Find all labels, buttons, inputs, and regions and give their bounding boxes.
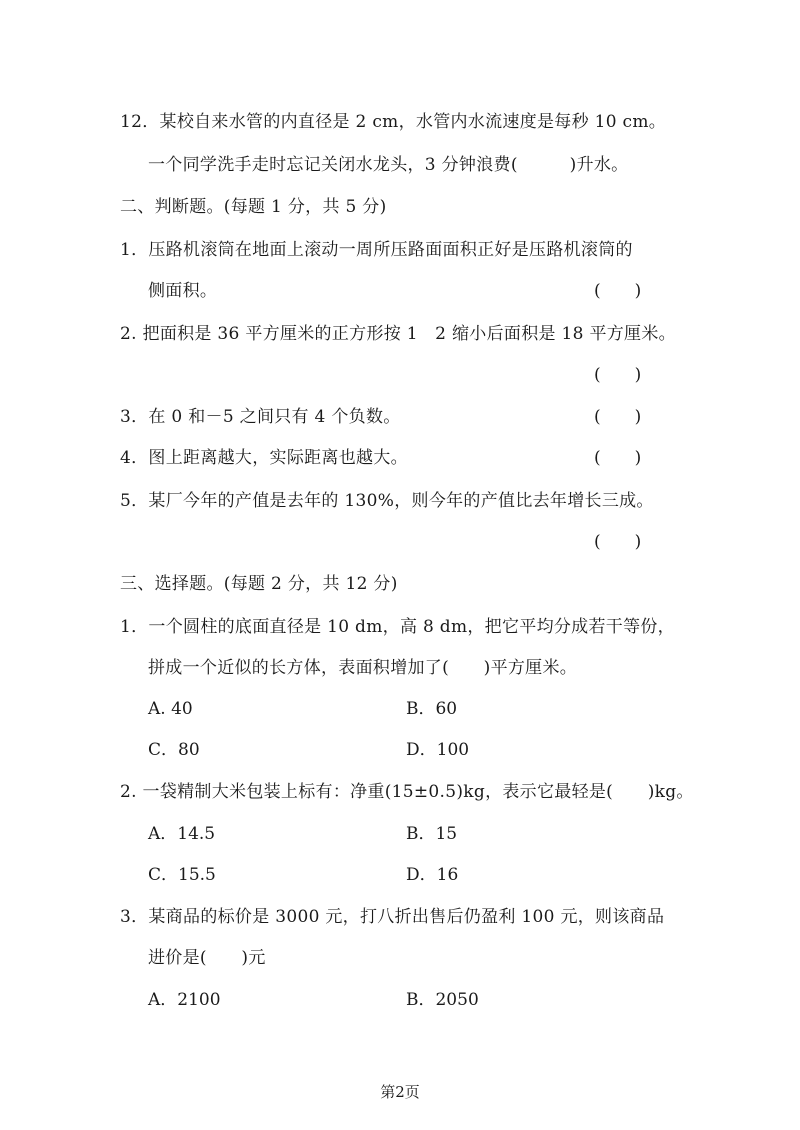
choice-q3-line1: 3．某商品的标价是 3000 元，打八折出售后仍盈利 100 元，则该商品	[120, 907, 665, 927]
section3-heading: 三、选择题。(每题 2 分，共 12 分)	[120, 574, 398, 594]
judge-item-4-answer-blank[interactable]: ( )	[594, 448, 642, 468]
page-number: 第2页	[380, 1083, 420, 1101]
choice-q3-option-b[interactable]: B．2050	[406, 990, 479, 1010]
q12-line2: 一个同学洗手走时忘记关闭水龙头，3 分钟浪费( )升水。	[148, 155, 629, 175]
judge-item-5-line1: 5．某厂今年的产值是去年的 130%，则今年的产值比去年增长三成。	[120, 491, 654, 511]
choice-q3-option-a[interactable]: A．2100	[148, 990, 221, 1010]
judge-item-3-line1: 3．在 0 和－5 之间只有 4 个负数。	[120, 407, 401, 427]
choice-q2-option-d[interactable]: D．16	[406, 865, 459, 885]
judge-item-4-line1: 4．图上距离越大，实际距离也越大。	[120, 448, 408, 468]
choice-q2-option-a[interactable]: A．14.5	[148, 824, 216, 844]
choice-q2-option-b[interactable]: B．15	[406, 824, 458, 844]
choice-q1-option-c[interactable]: C．80	[148, 740, 200, 760]
q12-line1: 12．某校自来水管的内直径是 2 cm，水管内水流速度是每秒 10 cm。	[120, 112, 667, 132]
choice-q2-option-c[interactable]: C．15.5	[148, 865, 216, 885]
judge-item-2-line1: 2. 把面积是 36 平方厘米的正方形按 1 2 缩小后面积是 18 平方厘米。	[120, 324, 676, 344]
section2-heading: 二、判断题。(每题 1 分，共 5 分)	[120, 197, 387, 217]
choice-q1-option-a[interactable]: A. 40	[148, 699, 193, 719]
choice-q1-option-d[interactable]: D．100	[406, 740, 470, 760]
choice-q1-line1: 1．一个圆柱的底面直径是 10 dm，高 8 dm，把它平均分成若干等份，	[120, 617, 675, 637]
judge-item-5-answer-blank[interactable]: ( )	[594, 532, 642, 552]
judge-item-2-answer-blank[interactable]: ( )	[594, 365, 642, 385]
choice-q1-line2: 拼成一个近似的长方体，表面积增加了( )平方厘米。	[148, 658, 578, 678]
choice-q1-option-b[interactable]: B．60	[406, 699, 458, 719]
judge-item-1-answer-blank[interactable]: ( )	[594, 281, 642, 301]
choice-q3-line2: 进价是( )元	[148, 948, 266, 968]
judge-item-3-answer-blank[interactable]: ( )	[594, 407, 642, 427]
judge-item-1-line2: 侧面积。	[148, 281, 218, 301]
judge-item-1-line1: 1．压路机滚筒在地面上滚动一周所压路面面积正好是压路机滚筒的	[120, 240, 633, 260]
choice-q2-line1: 2. 一袋精制大米包装上标有：净重(15±0.5)kg，表示它最轻是( )kg。	[120, 782, 694, 802]
